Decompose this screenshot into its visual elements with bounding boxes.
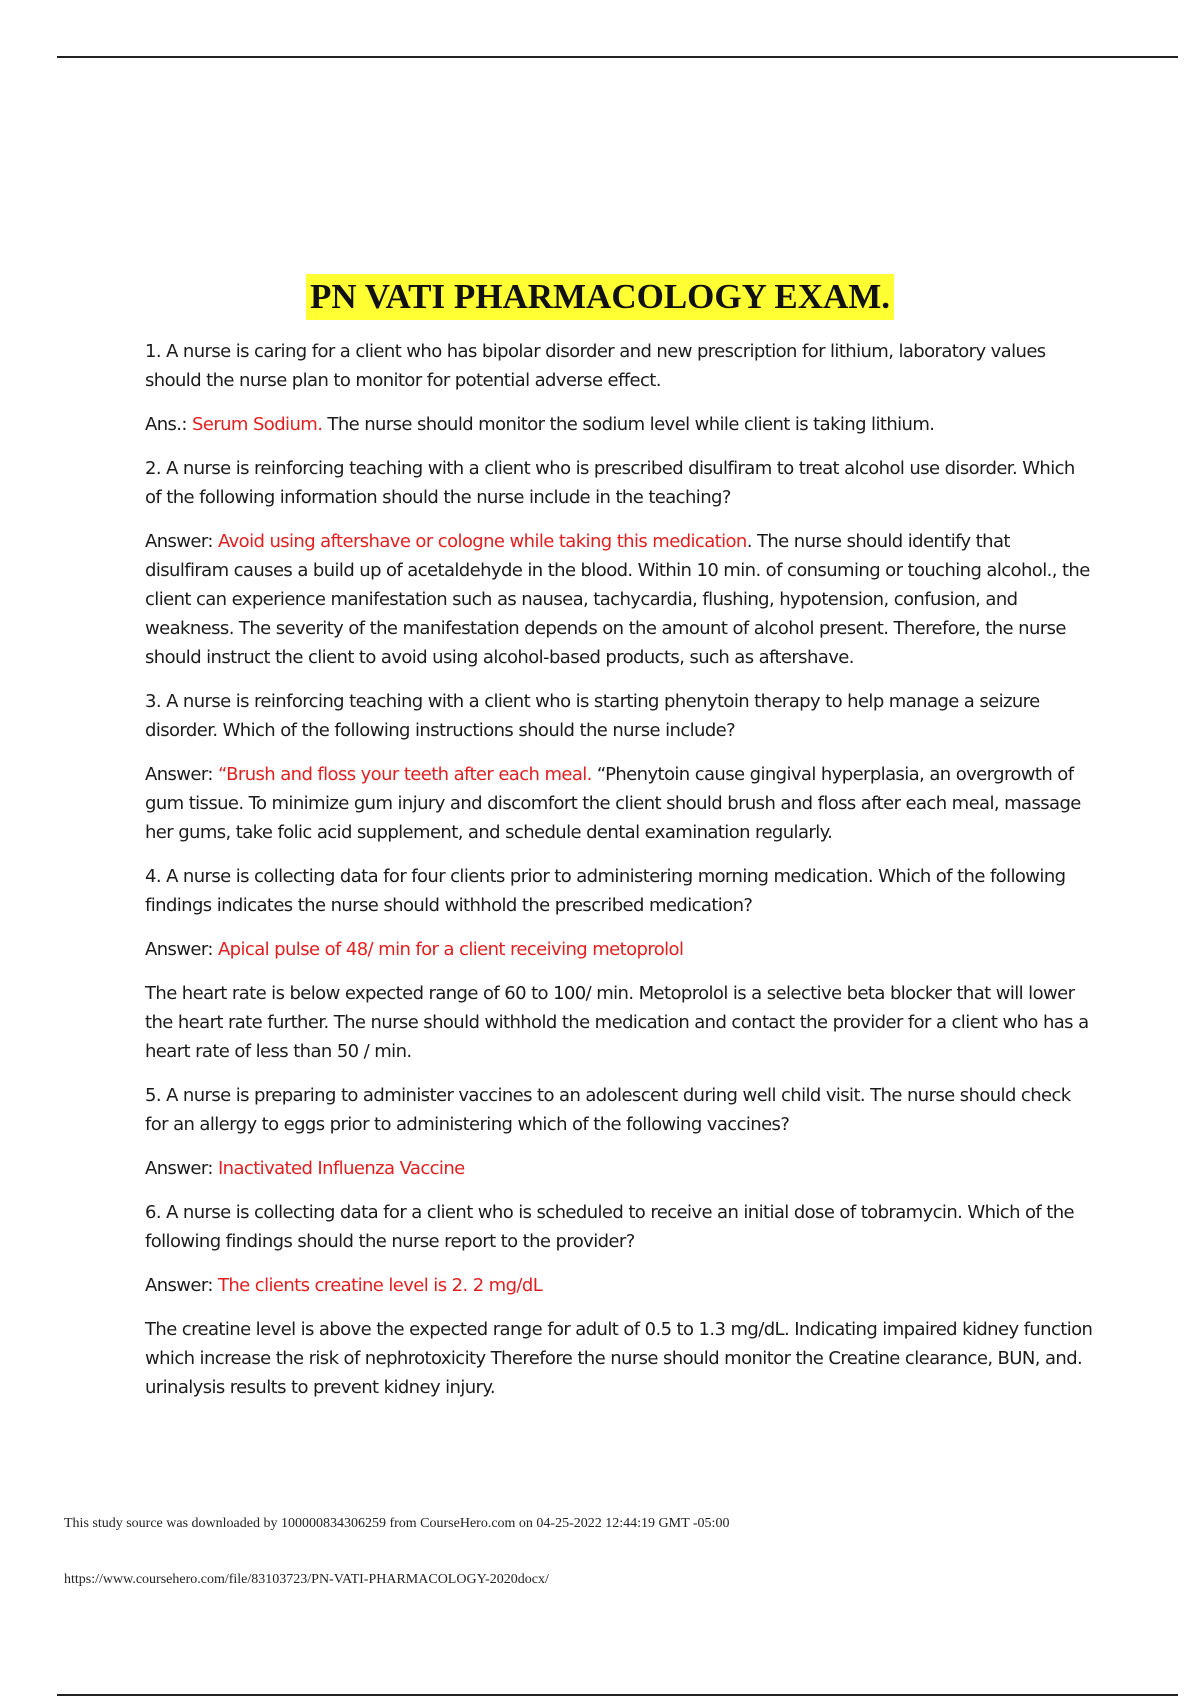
answer-5-highlight: Inactivated Influenza Vaccine [217, 1158, 465, 1179]
question-4: 4. A nurse is collecting data for four clients prior to administering morning medication. Which of the following findings indicates the nurse should withhold the prescribed medication? [145, 866, 1066, 916]
title-container [0, 274, 1200, 320]
answer-1 [145, 410, 1095, 439]
top-rule [57, 56, 1178, 58]
answer-6-prefix: Answer: [145, 1275, 218, 1296]
answer-5-prefix: Answer: [145, 1158, 218, 1179]
answer-1-rest: The nurse should monitor the sodium level while client is taking lithium. [322, 414, 935, 435]
answer-3 [145, 760, 1095, 847]
answer-6-highlight: The clients creatine level is 2. 2 mg/dL [217, 1275, 543, 1296]
answer-3-rest: “Phenytoin cause gingival hyperplasia, an overgrowth of gum tissue. To minimize gum injury and discomfort the client should brush and floss after each meal, massage her gums, take folic acid supplement, and schedule dental examination regularly. [145, 764, 1081, 843]
footer-url-line[interactable]: https://www.coursehero.com/file/83103723/PN-VATI-PHARMACOLOGY-2020docx/ [64, 1572, 549, 1587]
answer-4 [145, 935, 1095, 964]
explanation-6: The creatine level is above the expected range for adult of 0.5 to 1.3 mg/dL. Indicating impaired kidney function which increase the risk of nephrotoxicity Therefore the nurse should monitor the Creatine clearance, BUN, and. urinalysis results to prevent kidney injury. [145, 1319, 1093, 1398]
answer-6 [145, 1271, 1095, 1300]
answer-3-prefix: Answer: [145, 764, 218, 785]
answer-2-prefix: Answer: [145, 531, 218, 552]
question-1: 1. A nurse is caring for a client who has bipolar disorder and new prescription for lithium, laboratory values should the nurse plan to monitor for potential adverse effect. [145, 341, 1046, 391]
answer-2 [145, 527, 1095, 672]
question-5: 5. A nurse is preparing to administer vaccines to an adolescent during well child visit. The nurse should check for an allergy to eggs prior to administering which of the following vaccines? [145, 1085, 1071, 1135]
answer-1-prefix: Ans.: [145, 414, 193, 435]
bottom-rule [57, 1694, 1178, 1696]
answer-3-highlight: “Brush and floss your teeth after each meal. [217, 764, 592, 785]
question-6: 6. A nurse is collecting data for a client who is scheduled to receive an initial dose of tobramycin. Which of the following findings should the nurse report to the provider? [145, 1202, 1075, 1252]
explanation-4: The heart rate is below expected range of 60 to 100/ min. Metoprolol is a selective beta blocker that will lower the heart rate further. The nurse should withhold the medication and contact the provider for a client who has a heart rate of less than 50 / min. [145, 983, 1089, 1062]
answer-4-prefix: Answer: [145, 939, 218, 960]
question-3: 3. A nurse is reinforcing teaching with a client who is starting phenytoin therapy to help manage a seizure disorder. Which of the following instructions should the nurse include? [145, 691, 1040, 741]
exam-content [145, 337, 1095, 1417]
answer-4-highlight: Apical pulse of 48/ min for a client receiving metoprolol [217, 939, 684, 960]
answer-2-highlight: Avoid using aftershave or cologne while taking this medication [217, 531, 747, 552]
question-2: 2. A nurse is reinforcing teaching with a client who is prescribed disulfiram to treat alcohol use disorder. Which of the following information should the nurse include in the teaching? [145, 458, 1075, 508]
footer-source-line: This study source was downloaded by 100000834306259 from CourseHero.com on 04-25-2022 12:44:19 GMT -05:00 [64, 1516, 730, 1531]
page-title: PN VATI PHARMACOLOGY EXAM. [306, 274, 894, 320]
answer-2-rest: . The nurse should identify that disulfiram causes a build up of acetaldehyde in the blood. Within 10 min. of consuming or touching alcohol., the client can experience manifestation such as nausea, tachycardia, flushing, hypotension, confusion, and weakness. The severity of the manifestation depends on the amount of alcohol present. Therefore, the nurse should instruct the client to avoid using alcohol-based products, such as aftershave. [145, 531, 1090, 668]
answer-1-highlight: Serum Sodium. [192, 414, 323, 435]
answer-5 [145, 1154, 1095, 1183]
